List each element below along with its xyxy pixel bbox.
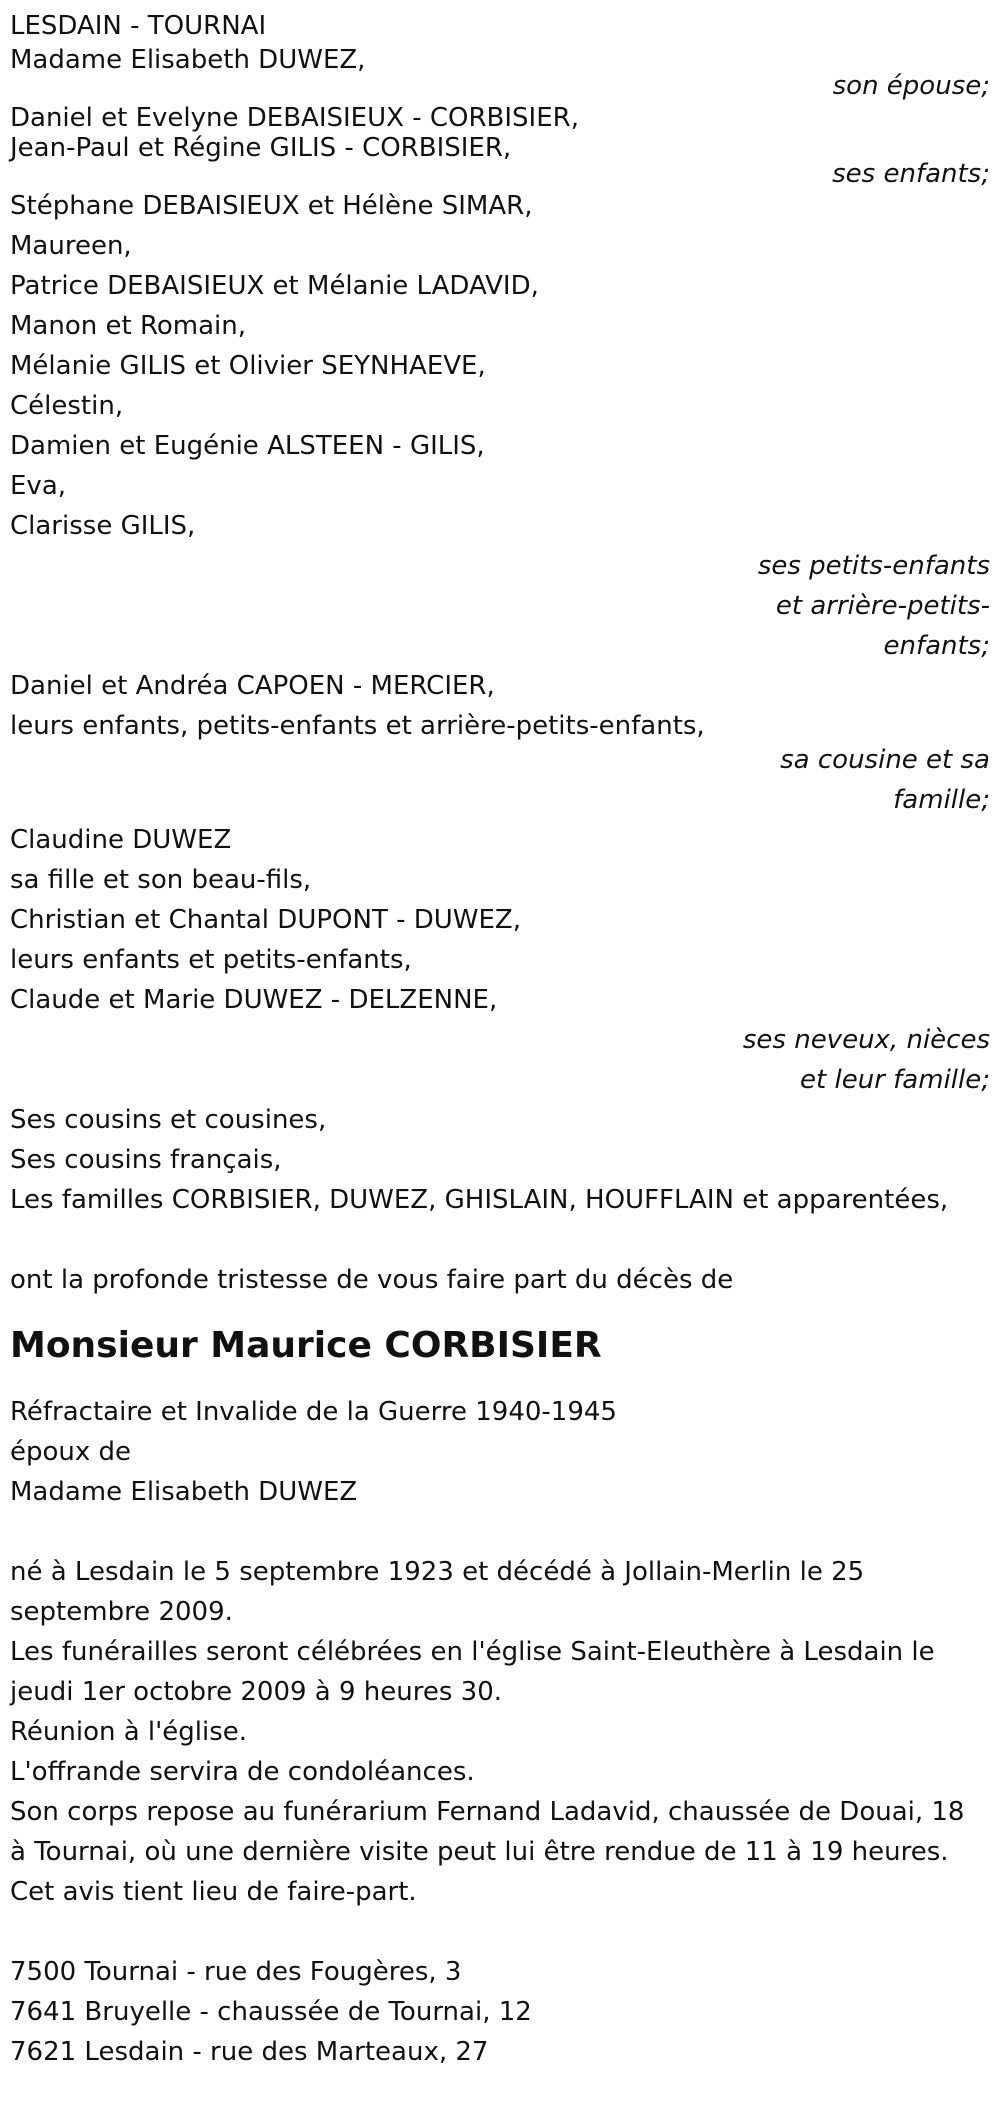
detail-line: Madame Elisabeth DUWEZ — [10, 1477, 358, 1507]
family-role: famille; — [893, 785, 990, 815]
family-name-line: Jean-Paul et Régine GILIS - CORBISIER, — [10, 133, 512, 163]
family-name-line: Ses cousins français, — [10, 1145, 282, 1175]
family-group-spouse — [10, 40, 990, 106]
address-line: 7641 Bruyelle - chaussée de Tournai, 12 — [10, 1997, 532, 2027]
body-line: né à Lesdain le 5 septembre 1923 et décédé à Jollain-Merlin le 25 — [10, 1557, 865, 1587]
family-name-line: Manon et Romain, — [10, 311, 246, 341]
family-name-line: Damien et Eugénie ALSTEEN - GILIS, — [10, 431, 485, 461]
location-header: LESDAIN - TOURNAI — [10, 11, 267, 41]
detail-line: Réfractaire et Invalide de la Guerre 1940-1945 — [10, 1397, 617, 1427]
family-role: et arrière-petits- — [775, 591, 990, 621]
family-name-line: leurs enfants, petits-enfants et arrière-petits-enfants, — [10, 711, 705, 741]
family-role: et leur famille; — [800, 1065, 990, 1095]
family-name-line: Christian et Chantal DUPONT - DUWEZ, — [10, 905, 521, 935]
body-line: Les funérailles seront célébrées en l'église Saint-Eleuthère à Lesdain le — [10, 1637, 935, 1667]
family-group-others — [10, 1100, 990, 1220]
family-role: ses petits-enfants — [757, 551, 990, 581]
family-group-children — [10, 98, 990, 194]
family-name-line: Claude et Marie DUWEZ - DELZENNE, — [10, 985, 498, 1015]
family-role: sa cousine et sa — [780, 745, 990, 775]
deceased-name: Monsieur Maurice CORBISIER — [10, 1325, 602, 1366]
family-name-line: Ses cousins et cousines, — [10, 1105, 327, 1135]
address-line: 7621 Lesdain - rue des Marteaux, 27 — [10, 2037, 489, 2067]
deceased-details — [10, 1392, 990, 1512]
announcement-text: ont la profonde tristesse de vous faire part du décès de — [10, 1265, 734, 1295]
family-name-line: Les familles CORBISIER, DUWEZ, GHISLAIN, HOUFFLAIN et apparentées, — [10, 1185, 949, 1215]
family-role: son épouse; — [832, 71, 990, 101]
family-name-line: sa fille et son beau-fils, — [10, 865, 312, 895]
family-name-line: Stéphane DEBAISIEUX et Hélène SIMAR, — [10, 191, 533, 221]
family-name-line: Claudine DUWEZ — [10, 825, 232, 855]
body-line: Son corps repose au funérarium Fernand Ladavid, chaussée de Douai, 18 — [10, 1797, 965, 1827]
family-name-line: Patrice DEBAISIEUX et Mélanie LADAVID, — [10, 271, 539, 301]
family-name-line: Maureen, — [10, 231, 132, 261]
detail-line: époux de — [10, 1437, 132, 1467]
family-name-line: leurs enfants et petits-enfants, — [10, 945, 412, 975]
body-line: jeudi 1er octobre 2009 à 9 heures 30. — [10, 1677, 503, 1707]
body-line: L'offrande servira de condoléances. — [10, 1757, 475, 1787]
address-line: 7500 Tournai - rue des Fougères, 3 — [10, 1957, 462, 1987]
family-name-line: Clarisse GILIS, — [10, 511, 196, 541]
family-name-line: Madame Elisabeth DUWEZ, — [10, 45, 366, 75]
family-name-line: Célestin, — [10, 391, 124, 421]
family-role: ses neveux, nièces — [742, 1025, 990, 1055]
body-line: Réunion à l'église. — [10, 1717, 248, 1747]
family-group-nephews — [10, 820, 990, 1100]
addresses — [10, 1952, 990, 2072]
family-group-grandchildren — [10, 186, 990, 666]
family-name-line: Eva, — [10, 471, 67, 501]
family-role: ses enfants; — [832, 159, 990, 189]
body-line: Cet avis tient lieu de faire-part. — [10, 1877, 417, 1907]
body-line: septembre 2009. — [10, 1597, 233, 1627]
family-group-cousin — [10, 666, 990, 820]
family-name-line: Daniel et Evelyne DEBAISIEUX - CORBISIER, — [10, 103, 579, 133]
family-name-line: Mélanie GILIS et Olivier SEYNHAEVE, — [10, 351, 486, 381]
body-line: à Tournai, où une dernière visite peut lui être rendue de 11 à 19 heures. — [10, 1837, 949, 1867]
family-name-line: Daniel et Andréa CAPOEN - MERCIER, — [10, 671, 495, 701]
family-role: enfants; — [883, 631, 990, 661]
funeral-details — [10, 1552, 990, 1912]
